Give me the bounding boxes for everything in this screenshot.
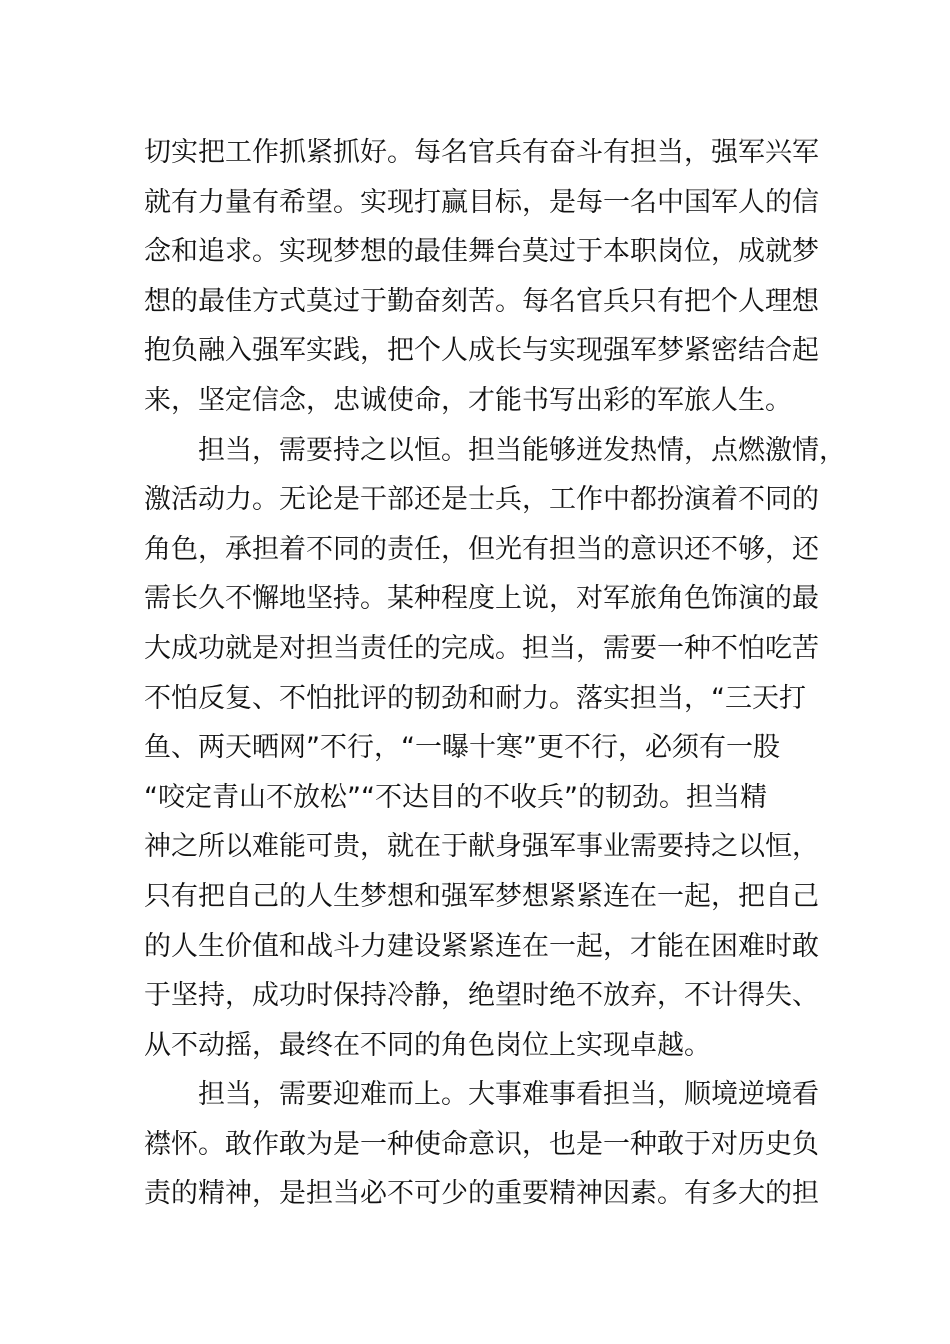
text-line: 鱼、两天晒网”不行，“一曝十寒”更不行，必须有一股 <box>144 732 780 764</box>
text-line: 想的最佳方式莫过于勤奋刻苦。每名官兵只有把个人理想 <box>144 285 819 317</box>
text-line: 襟怀。敢作敢为是一种使命意识，也是一种敢于对历史负 <box>144 1128 819 1160</box>
text-line: 不怕反复、不怕批评的韧劲和耐力。落实担当，“三天打 <box>144 682 806 714</box>
text-line: 从不动摇，最终在不同的角色岗位上实现卓越。 <box>144 1029 711 1061</box>
paragraph-2 <box>144 426 844 1071</box>
text-line: 切实把工作抓紧抓好。每名官兵有奋斗有担当，强军兴军 <box>144 137 819 168</box>
text-line-indented: 担当，需要持之以恒。担当能够迸发热情，点燃激情， <box>198 434 846 466</box>
text-line: 需长久不懈地坚持。某种程度上说，对军旅角色饰演的最 <box>144 583 819 615</box>
text-line: 来，坚定信念，忠诚使命，才能书写出彩的军旅人生。 <box>144 384 792 416</box>
text-line: 念和追求。实现梦想的最佳舞台莫过于本职岗位，成就梦 <box>144 236 819 268</box>
text-line: 抱负融入强军实践，把个人成长与实现强军梦紧密结合起 <box>144 335 819 367</box>
text-line: 激活动力。无论是干部还是士兵，工作中都扮演着不同的 <box>144 484 819 516</box>
text-line: 只有把自己的人生梦想和强军梦想紧紧连在一起，把自己 <box>144 880 819 912</box>
text-line: 于坚持，成功时保持冷静，绝望时绝不放弃，不计得失、 <box>144 980 819 1012</box>
text-line: 角色，承担着不同的责任，但光有担当的意识还不够，还 <box>144 533 819 565</box>
text-line: 责的精神，是担当必不可少的重要精神因素。有多大的担 <box>144 1178 819 1210</box>
text-line: 大成功就是对担当责任的完成。担当，需要一种不怕吃苦 <box>144 632 819 664</box>
body-text <box>144 128 844 1219</box>
paragraph-3 <box>144 1070 844 1219</box>
text-line: 的人生价值和战斗力建设紧紧连在一起，才能在困难时敢 <box>144 930 819 962</box>
text-line: 神之所以难能可贵，就在于献身强军事业需要持之以恒， <box>144 831 819 863</box>
paragraph-1 <box>144 128 844 426</box>
text-line-indented: 担当，需要迎难而上。大事难事看担当，顺境逆境看 <box>198 1079 819 1111</box>
text-line: “咬定青山不放松”“不达目的不收兵”的韧劲。担当精 <box>144 781 767 813</box>
text-line: 就有力量有希望。实现打赢目标，是每一名中国军人的信 <box>144 186 819 218</box>
